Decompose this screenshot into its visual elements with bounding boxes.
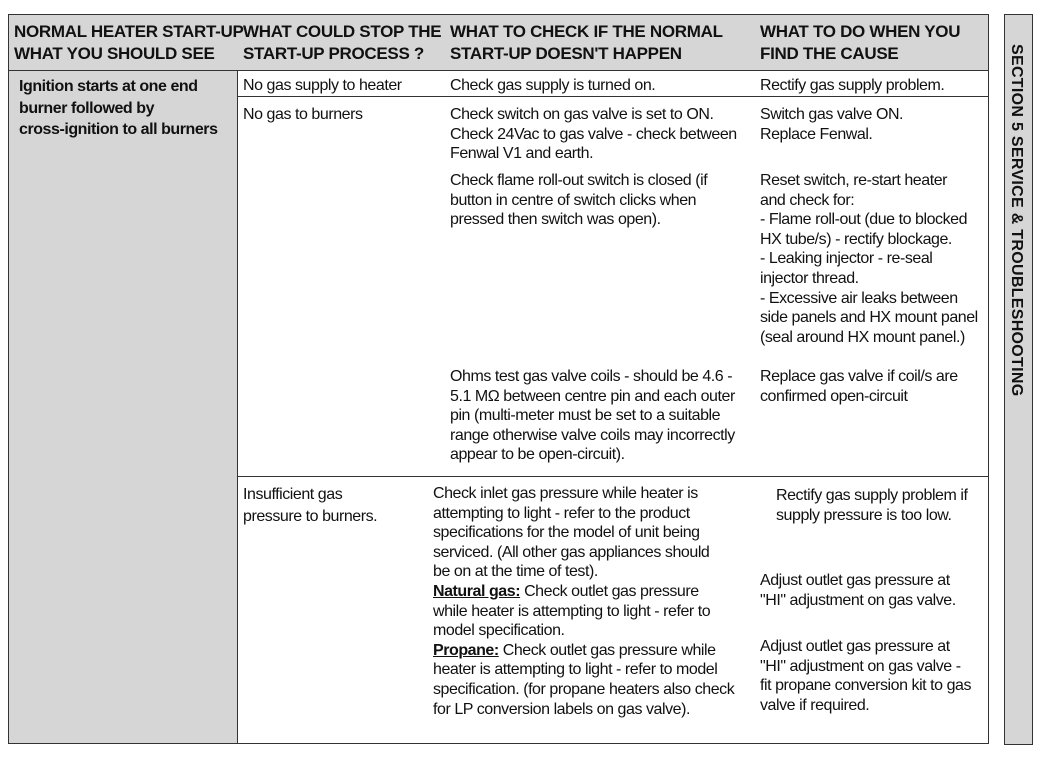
text-line: pin (multi-meter must be set to a suitable [450, 407, 721, 425]
header-normal-startup [14, 21, 244, 65]
text-line: - Flame roll-out (due to blocked [760, 211, 968, 229]
text-line: - Leaking injector - re-seal [760, 250, 933, 268]
row1-check: Check gas supply is turned on. [450, 77, 656, 94]
normal-startup-description [19, 76, 218, 141]
row2-action2 [760, 171, 978, 347]
text-line: "HI" adjustment on gas valve - [760, 657, 961, 675]
row2-action1 [760, 105, 903, 144]
text-line: supply pressure is too low. [776, 506, 952, 524]
text-line: 5.1 MΩ between centre pin and each outer [450, 387, 735, 405]
text-line: Ignition starts at one end [19, 78, 198, 95]
text-line: HX tube/s) - rectify blockage. [760, 230, 952, 248]
header-line: WHAT TO DO WHEN YOU [760, 22, 961, 41]
header-line: START-UP DOESN'T HAPPEN [450, 44, 682, 63]
text-line: valve if required. [760, 696, 870, 714]
row3-cause [243, 484, 377, 527]
text-line: and check for: [760, 191, 855, 209]
text-line: serviced. (All other gas appliances should [433, 543, 710, 561]
header-line: WHAT YOU SHOULD SEE [14, 44, 215, 63]
header-line: NORMAL HEATER START-UP [14, 22, 244, 41]
header-what-to-do [760, 21, 960, 65]
row3-action2 [760, 571, 956, 610]
text-line: Check switch on gas valve is set to ON. [450, 106, 714, 123]
text-line: Check flame roll-out switch is closed (if [450, 172, 708, 189]
row1-action: Rectify gas supply problem. [760, 77, 945, 94]
text-line: Replace gas valve if coil/s are [760, 368, 958, 385]
text-line: fit propane conversion kit to gas [760, 677, 972, 695]
text-line: injector thread. [760, 269, 859, 287]
text-line: attempting to light - refer to the product [433, 504, 690, 522]
text-line: Fenwal V1 and earth. [450, 145, 594, 163]
text-line: Insufficient gas [243, 486, 343, 503]
text-line: Reset switch, re-start heater [760, 172, 948, 189]
row2-action3 [760, 367, 958, 406]
propane-line [433, 641, 734, 661]
text-line: Check inlet gas pressure while heater is [433, 485, 698, 502]
header-what-to-check [450, 21, 723, 65]
text-line: Replace Fenwal. [760, 125, 873, 143]
row-divider [238, 476, 988, 477]
text-line: cross-ignition to all burners [19, 121, 218, 138]
row2-cause: No gas to burners [243, 106, 363, 123]
text-line: - Excessive air leaks between [760, 289, 958, 307]
header-line: START-UP PROCESS ? [243, 44, 424, 63]
row-divider [238, 96, 988, 97]
text-line: Check outlet gas pressure while [498, 641, 716, 659]
text-line: button in centre of switch clicks when [450, 191, 697, 209]
section-tab-label: SECTION 5 SERVICE & TROUBLESHOOTING [1008, 44, 1025, 397]
text-line: Ohms test gas valve coils - should be 4.6 - [450, 368, 733, 385]
header-line: WHAT TO CHECK IF THE NORMAL [450, 22, 723, 41]
text-line: Switch gas valve ON. [760, 106, 904, 123]
text-line: confirmed open-circuit [760, 387, 908, 405]
text-line: side panels and HX mount panel [760, 309, 978, 327]
row3-action3 [760, 637, 971, 715]
text-line: Check 24Vac to gas valve - check between [450, 125, 737, 143]
text-line: Adjust outlet gas pressure at [760, 572, 950, 589]
text-line: be on at the time of test). [433, 563, 598, 581]
natural-gas-label: Natural gas: [433, 582, 521, 600]
header-line: WHAT COULD STOP THE [243, 22, 442, 41]
normal-startup-column [9, 71, 238, 743]
text-line: Check outlet gas pressure [520, 582, 699, 600]
header-what-could-stop [243, 21, 441, 65]
text-line: specifications for the model of unit being [433, 524, 700, 542]
row2-check2 [450, 171, 707, 230]
natural-gas-line [433, 582, 734, 602]
text-line: pressure to burners. [243, 507, 378, 525]
row1-cause: No gas supply to heater [243, 77, 402, 94]
text-line: Adjust outlet gas pressure at [760, 638, 950, 655]
text-line: while heater is attempting to light - refer to [433, 602, 711, 620]
row3-action1 [776, 486, 967, 525]
header-line: FIND THE CAUSE [760, 44, 899, 63]
text-line: Rectify gas supply problem if [776, 487, 968, 504]
text-line: (seal around HX mount panel.) [760, 328, 965, 346]
row2-check3 [450, 367, 735, 465]
text-line: specification. (for propane heaters also check [433, 680, 735, 698]
text-line: appear to be open-circuit). [450, 446, 625, 464]
propane-label: Propane: [433, 641, 499, 659]
text-line: model specification. [433, 622, 565, 640]
text-line: range otherwise valve coils may incorrectly [450, 426, 735, 444]
row3-check [433, 484, 734, 719]
text-line: for LP conversion labels on gas valve). [433, 700, 690, 718]
text-line: pressed then switch was open). [450, 211, 661, 229]
text-line: heater is attempting to light - refer to model [433, 661, 718, 679]
row2-check1 [450, 105, 737, 164]
text-line: burner followed by [19, 99, 155, 117]
text-line: "HI" adjustment on gas valve. [760, 591, 956, 609]
